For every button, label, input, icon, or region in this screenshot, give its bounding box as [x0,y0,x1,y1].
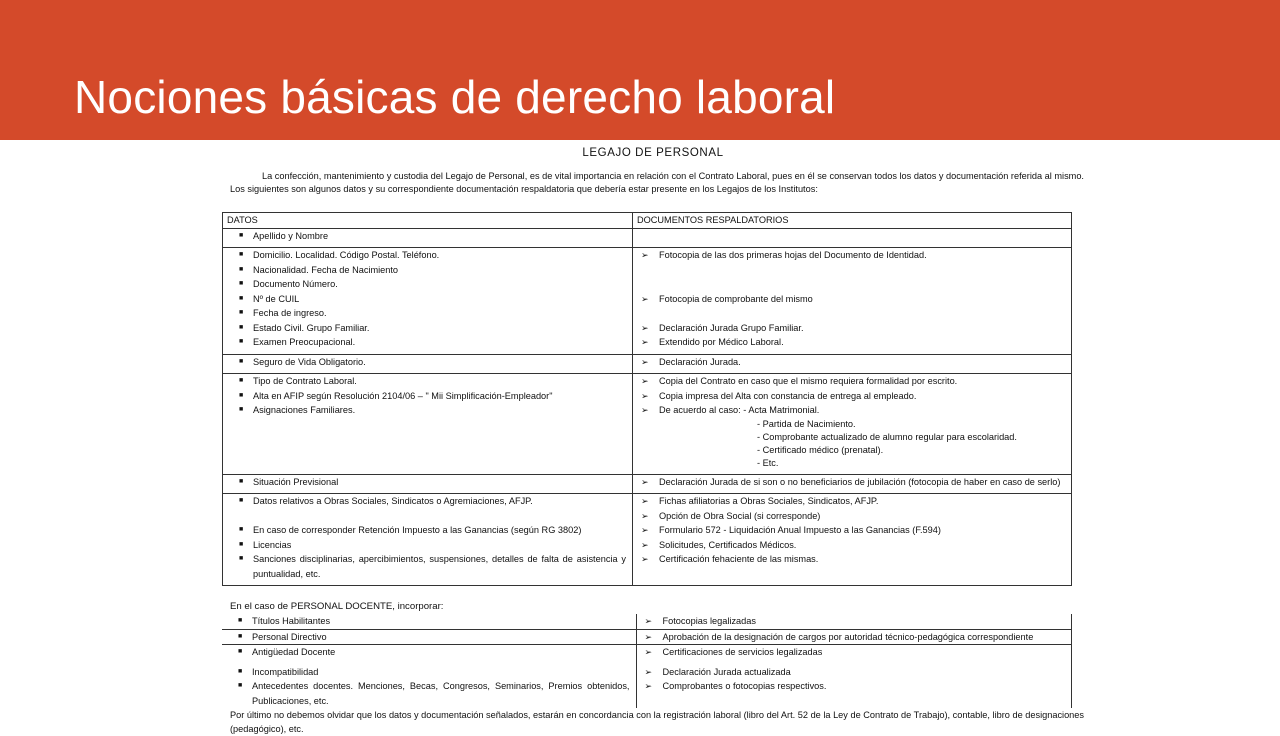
doc-text: Aprobación de la designación de cargos por autoridad técnico-pedagógica correspondiente [662,631,1034,642]
dato-text: Tipo de Contrato Laboral. [253,376,357,386]
doc-text: Copia impresa del Alta con constancia de entrega al empleado. [659,390,917,401]
dato-item [226,679,630,708]
arrow-bullet-icon: ➢ [644,647,653,657]
square-bullet-icon: ■ [239,497,244,504]
dato-cell [223,321,633,336]
arrow-bullet-icon: ➢ [641,390,649,401]
doc-text: Fotocopias legalizadas [662,616,756,626]
dato-text: Examen Preocupacional. [253,337,356,347]
doc-item [637,389,1065,404]
docente-doc-cell [636,665,1072,680]
doc-cell [633,552,1072,586]
dato-text: Documento Número. [253,279,338,289]
subline: - Etc. [757,457,779,468]
square-bullet-icon: ■ [239,540,244,548]
doc-item [637,248,1065,263]
doc-text: Opción de Obra Social (si corresponde) [659,510,821,521]
arrow-bullet-icon: ➢ [641,322,649,333]
dato-cell [223,292,633,307]
docente-row [222,665,1072,680]
docente-row [222,614,1072,629]
arrow-bullet-icon: ➢ [641,476,649,487]
dato-text: En caso de corresponder Retención Impuesto a las Ganancias (según RG 3802) [253,525,582,535]
doc-cell [633,335,1072,354]
doc-cell [633,523,1072,538]
arrow-bullet-icon: ➢ [641,293,649,304]
dato-text: Situación Previsional [253,476,339,487]
docente-doc-cell [636,629,1072,645]
dato-cell [223,494,633,509]
title-banner [0,0,1280,140]
doc-text: Fotocopia de comprobante del mismo [659,293,813,304]
docente-row [222,645,1072,665]
table-row [223,228,1072,248]
table-row [223,292,1072,307]
square-bullet-icon: ■ [239,406,244,413]
dato-item [226,630,630,645]
dato-item [227,335,626,350]
square-bullet-icon: ■ [239,338,244,345]
dato-item [227,475,626,490]
dato-text: Antigüedad Docente [252,647,336,657]
header-documentos: DOCUMENTOS RESPALDATORIOS [633,213,1072,229]
doc-item [637,475,1065,490]
square-bullet-icon: ■ [239,280,244,287]
arrow-bullet-icon: ➢ [641,539,649,550]
arrow-bullet-icon: ➢ [644,616,653,626]
arrow-bullet-icon: ➢ [644,666,653,677]
doc-text: Declaración Jurada. [659,356,741,367]
docente-doc-cell [636,679,1072,708]
doc-text: Fichas afiliatorias a Obras Sociales, Sindicatos, AFJP. [659,496,879,506]
doc-cell [633,403,1072,474]
doc-cell [633,228,1072,248]
doc-text: Fotocopia de las dos primeras hojas del Documento de Identidad. [659,250,927,260]
doc-cell [633,354,1072,374]
dato-text: Alta en AFIP según Resolución 2104/06 – " Mii Simplificación-Empleador" [253,390,553,401]
square-bullet-icon: ■ [239,377,244,384]
arrow-bullet-icon: ➢ [641,356,649,367]
dato-text: Estado Civil. Grupo Familiar. [253,322,370,333]
table-row [223,354,1072,374]
table-row [223,509,1072,524]
doc-item [637,335,1065,350]
docente-row [222,679,1072,708]
doc-text: Solicitudes, Certificados Médicos. [659,539,797,550]
square-bullet-icon: ■ [239,477,244,485]
dato-cell [223,354,633,374]
doc-item [637,292,1065,307]
docente-doc-cell [636,645,1072,665]
dato-item [227,403,626,418]
docente-dato-cell [222,645,636,665]
dato-cell [223,523,633,538]
docente-dato-cell [222,679,636,708]
square-bullet-icon: ■ [239,251,244,258]
dato-cell [223,335,633,354]
table-row [223,335,1072,354]
arrow-bullet-icon: ➢ [644,681,653,691]
dato-cell [223,538,633,553]
dato-text: Apellido y Nombre [253,230,329,241]
dato-text: Personal Directivo [252,631,327,642]
legajo-table [222,212,1072,586]
doc-cell [633,321,1072,336]
doc-text: Declaración Jurada Grupo Familiar. [659,322,804,333]
subline: - Partida de Nacimiento. [757,418,856,429]
docente-table-body [222,614,1072,708]
dato-text: Nº de CUIL [253,293,300,304]
doc-text: De acuerdo al caso: - Acta Matrimonial. [659,405,820,415]
dato-item [227,538,626,553]
dato-item [227,277,626,292]
docente-row [222,629,1072,645]
document-scan [222,142,1084,734]
doc-cell [633,277,1072,292]
square-bullet-icon: ■ [239,294,244,302]
subline: - Comprobante actualizado de alumno regular para escolaridad. [757,431,1017,442]
square-bullet-icon: ■ [239,231,244,239]
doc-item [637,355,1065,370]
doc-item [637,321,1065,336]
dato-item [227,248,626,263]
doc-cell [633,509,1072,524]
doc-item [641,630,1066,645]
dato-item [227,523,626,538]
dato-text: Asignaciones Familiares. [253,405,356,415]
table-row [223,389,1072,404]
dato-item [226,645,630,660]
dato-text: Seguro de Vida Obligatorio. [253,356,366,367]
dato-text: Sanciones disciplinarias, apercibimientos, suspensiones, detalles de falta de asistencia y puntualidad, etc. [253,554,626,579]
doc-cell [633,306,1072,321]
docente-dato-cell [222,614,636,629]
square-bullet-icon: ■ [238,667,243,675]
doc-item [641,679,1066,694]
doc-cell [633,538,1072,553]
dato-item [227,321,626,336]
dato-text: Incompatibilidad [252,666,319,677]
dato-cell [223,389,633,404]
doc-text: Copia del Contrato en caso que el mismo requiera formalidad por escrito. [659,376,958,386]
dato-text: Datos relativos a Obras Sociales, Sindicatos o Agremiaciones, AFJP. [253,496,533,506]
dato-text: Fecha de ingreso. [253,308,327,318]
intro-paragraph [222,170,1084,198]
arrow-bullet-icon: ➢ [641,510,649,521]
dato-item [227,306,626,321]
doc-text: Formulario 572 - Liquidación Anual Impuesto a las Ganancias (F.594) [659,525,941,535]
doc-item [637,538,1065,553]
doc-item [637,494,1065,509]
dato-item [227,229,626,244]
table-row [223,321,1072,336]
doc-text: Certificación fehaciente de las mismas. [659,554,819,564]
doc-cell [633,263,1072,278]
table-row [223,277,1072,292]
doc-text: Declaración Jurada de si son o no beneficiarios de jubilación (fotocopia de haber en caso de serlo) [659,476,1061,487]
arrow-bullet-icon: ➢ [641,337,649,347]
table-row [223,403,1072,474]
square-bullet-icon: ■ [238,617,243,624]
dato-cell [223,306,633,321]
doc-item [641,645,1066,660]
dato-text: Licencias [253,539,292,550]
doc-cell [633,494,1072,509]
arrow-bullet-icon: ➢ [641,554,649,564]
doc-text: Certificaciones de servicios legalizadas [662,647,823,657]
square-bullet-icon: ■ [239,357,244,365]
dato-item [227,355,626,370]
doc-cell [633,389,1072,404]
doc-cell [633,474,1072,494]
intro-text: La confección, mantenimiento y custodia del Legajo de Personal, es de vital importancia en relación con el Contrato Laboral, pues en él se conservan todos los datos y documentación referida al mismo. Los siguientes son algunos datos y su correspondiente documentación respaldatoria que debería estar presente en los Legajos de los Institutos: [230,171,1084,194]
table-row [223,474,1072,494]
square-bullet-icon: ■ [239,265,244,273]
arrow-bullet-icon: ➢ [641,376,649,386]
docente-table [222,614,1072,708]
docente-dato-cell [222,629,636,645]
dato-cell [223,552,633,586]
square-bullet-icon: ■ [238,632,243,640]
arrow-bullet-icon: ➢ [644,631,653,642]
dato-item [227,494,626,509]
document-title: LEGAJO DE PERSONAL [582,147,724,159]
table-header-row [223,213,1072,229]
arrow-bullet-icon: ➢ [641,496,649,506]
table-row [223,494,1072,509]
doc-cell [633,292,1072,307]
docente-doc-cell [636,614,1072,629]
closing-paragraph: Por último no debemos olvidar que los datos y documentación señalados, estarán en concordancia con la registración laboral (libro del Art. 52 de la Ley de Contrato de Trabajo), contable, libro de designaciones (pedagógico), etc. [230,710,1084,734]
square-bullet-icon: ■ [238,682,243,689]
subline: - Certificado médico (prenatal). [757,444,884,455]
table-row [223,263,1072,278]
table-row [223,552,1072,586]
dato-item [226,665,630,680]
dato-cell [223,228,633,248]
dato-item [227,292,626,307]
doc-item [637,374,1065,389]
dato-cell [223,509,633,524]
dato-cell [223,248,633,263]
table-row [223,538,1072,553]
square-bullet-icon: ■ [239,323,244,331]
doc-cell [633,248,1072,263]
dato-item [227,374,626,389]
arrow-bullet-icon: ➢ [641,405,649,415]
dato-cell [223,277,633,292]
dato-item [227,552,626,581]
table-row [223,374,1072,389]
header-datos: DATOS [223,213,633,229]
square-bullet-icon: ■ [239,526,244,533]
doc-text: Comprobantes o fotocopias respectivos. [662,681,827,691]
dato-cell [223,374,633,389]
legajo-table-body [223,213,1072,586]
dato-item [227,389,626,404]
dato-text: Nacionalidad. Fecha de Nacimiento [253,264,399,275]
table-row [223,248,1072,263]
slide-title: Nociones básicas de derecho laboral [74,71,836,123]
dato-text: Títulos Habilitantes [252,616,331,626]
doc-item [637,552,1065,567]
dato-item [226,614,630,629]
table-row [223,523,1072,538]
dato-cell [223,403,633,474]
dato-text: Domicilio. Localidad. Código Postal. Teléfono. [253,250,440,260]
doc-cell [633,374,1072,389]
square-bullet-icon: ■ [238,648,243,655]
dato-item [227,263,626,278]
dato-cell [223,474,633,494]
doc-item [637,523,1065,538]
doc-item [637,509,1065,524]
arrow-bullet-icon: ➢ [641,525,649,535]
square-bullet-icon: ■ [239,391,244,399]
doc-text: Extendido por Médico Laboral. [659,337,784,347]
table-row [223,306,1072,321]
doc-item [637,403,1065,418]
docente-dato-cell [222,665,636,680]
dato-text: Antecedentes docentes. Menciones, Becas, Congresos, Seminarios, Premios obtenidos, Publicaciones, etc. [252,681,630,706]
arrow-bullet-icon: ➢ [641,250,649,260]
doc-item [641,665,1066,680]
docente-heading: En el caso de PERSONAL DOCENTE, incorporar: [230,601,444,612]
square-bullet-icon: ■ [239,309,244,316]
doc-item [641,614,1066,629]
square-bullet-icon: ■ [239,555,244,562]
doc-text: Declaración Jurada actualizada [662,666,791,677]
dato-cell [223,263,633,278]
